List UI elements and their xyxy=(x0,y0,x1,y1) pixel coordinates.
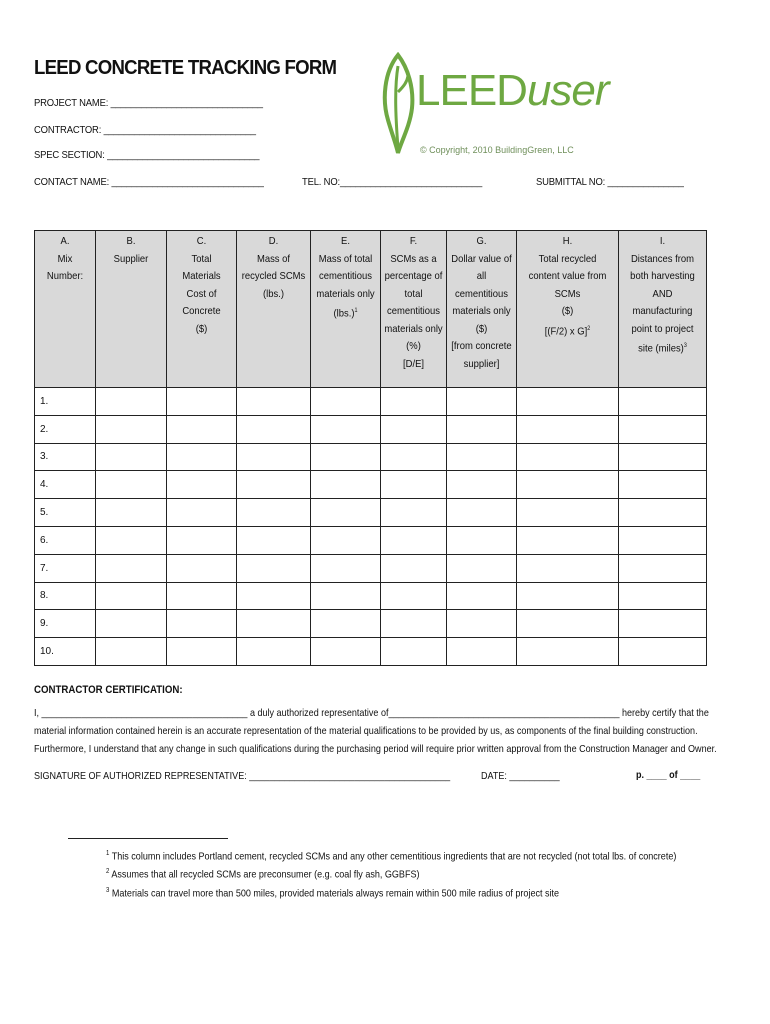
table-cell[interactable] xyxy=(381,471,447,499)
table-cell[interactable] xyxy=(619,526,707,554)
row-number: 10. xyxy=(35,638,96,666)
table-cell[interactable] xyxy=(311,499,381,527)
table-cell[interactable] xyxy=(619,582,707,610)
table-cell[interactable] xyxy=(619,638,707,666)
certification-title: CONTRACTOR CERTIFICATION: xyxy=(34,684,183,696)
column-header-a: A. Mix Number: xyxy=(35,231,96,388)
table-cell[interactable] xyxy=(167,471,237,499)
table-cell[interactable] xyxy=(447,388,517,416)
table-cell[interactable] xyxy=(517,638,619,666)
table-cell[interactable] xyxy=(96,443,167,471)
table-cell[interactable] xyxy=(96,554,167,582)
project-name-field[interactable]: PROJECT NAME: ______________________________ xyxy=(34,97,263,109)
table-cell[interactable] xyxy=(381,415,447,443)
signature-field[interactable]: SIGNATURE OF AUTHORIZED REPRESENTATIVE: ________________________________________ xyxy=(34,770,451,782)
table-cell[interactable] xyxy=(517,499,619,527)
table-cell[interactable] xyxy=(447,582,517,610)
table-cell[interactable] xyxy=(381,638,447,666)
table-cell[interactable] xyxy=(167,610,237,638)
logo-copyright: © Copyright, 2010 BuildingGreen, LLC xyxy=(420,145,574,155)
table-row xyxy=(35,554,707,582)
row-number: 2. xyxy=(35,415,96,443)
table-cell[interactable] xyxy=(381,526,447,554)
row-number: 5. xyxy=(35,499,96,527)
column-header-i: I. Distances from both harvesting AND manufacturing point to project site (miles)$^3$ xyxy=(619,231,707,388)
table-cell[interactable] xyxy=(96,415,167,443)
table-cell[interactable] xyxy=(167,554,237,582)
table-row xyxy=(35,443,707,471)
table-cell[interactable] xyxy=(447,610,517,638)
table-cell[interactable] xyxy=(167,415,237,443)
table-row xyxy=(35,638,707,666)
footnote-2: $^2$ Assumes that all recycled SCMs are preconsumer (e.g. coal fly ash, GGBFS) xyxy=(106,868,420,881)
table-row xyxy=(35,610,707,638)
table-row xyxy=(35,415,707,443)
table-cell[interactable] xyxy=(447,638,517,666)
footnote-1: $^1$ This column includes Portland cement, recycled SCMs and any other cementitious ingredients that are not recycled (not total lbs. of concrete) xyxy=(106,850,677,863)
table-cell[interactable] xyxy=(517,443,619,471)
table-cell[interactable] xyxy=(311,471,381,499)
table-cell[interactable] xyxy=(237,610,311,638)
table-cell[interactable] xyxy=(311,554,381,582)
table-cell[interactable] xyxy=(311,582,381,610)
leeduser-logo xyxy=(380,52,610,162)
footnote-divider xyxy=(68,838,228,839)
table-cell[interactable] xyxy=(311,610,381,638)
table-cell[interactable] xyxy=(619,554,707,582)
table-cell[interactable] xyxy=(311,443,381,471)
table-cell[interactable] xyxy=(447,415,517,443)
table-cell[interactable] xyxy=(237,526,311,554)
table-cell[interactable] xyxy=(237,499,311,527)
leaf-icon xyxy=(380,52,416,156)
tel-no-field[interactable]: TEL. NO:____________________________ xyxy=(302,176,483,188)
table-cell[interactable] xyxy=(619,388,707,416)
table-cell[interactable] xyxy=(311,638,381,666)
table-cell[interactable] xyxy=(619,443,707,471)
concrete-tracking-table xyxy=(34,230,707,666)
table-cell[interactable] xyxy=(381,582,447,610)
table-cell[interactable] xyxy=(517,471,619,499)
table-cell[interactable] xyxy=(517,388,619,416)
table-cell[interactable] xyxy=(619,415,707,443)
table-cell[interactable] xyxy=(311,415,381,443)
table-row xyxy=(35,526,707,554)
contact-name-field[interactable]: CONTACT NAME: ______________________________ xyxy=(34,176,264,188)
column-header-f: F. SCMs as a percentage of total cementitious materials only (%) [D/E] xyxy=(381,231,447,388)
table-cell[interactable] xyxy=(237,582,311,610)
table-cell[interactable] xyxy=(517,554,619,582)
contractor-field[interactable]: CONTRACTOR: ______________________________ xyxy=(34,124,256,136)
row-number: 1. xyxy=(35,388,96,416)
table-cell[interactable] xyxy=(237,471,311,499)
logo-text-user: user xyxy=(526,66,609,115)
certification-line-2: material information contained herein is an accurate representation of the material qualifications to be provided by us, as components of the final building construction. xyxy=(34,725,698,737)
table-cell[interactable] xyxy=(237,388,311,416)
table-cell[interactable] xyxy=(517,415,619,443)
column-header-e: E. Mass of total cementitious materials only $(lbs.)^1$ xyxy=(311,231,381,388)
table-cell[interactable] xyxy=(96,471,167,499)
table-cell[interactable] xyxy=(619,471,707,499)
table-cell[interactable] xyxy=(447,499,517,527)
row-number: 6. xyxy=(35,526,96,554)
table-row xyxy=(35,471,707,499)
table-cell[interactable] xyxy=(96,499,167,527)
table-cell[interactable] xyxy=(96,582,167,610)
table-cell[interactable] xyxy=(381,443,447,471)
table-cell[interactable] xyxy=(167,526,237,554)
table-cell[interactable] xyxy=(167,443,237,471)
certification-line-3: Furthermore, I understand that any change in such qualifications during the purchasing period will require prior written approval from the Construction Manager and Owner. xyxy=(34,743,717,755)
table-cell[interactable] xyxy=(381,388,447,416)
table-cell[interactable] xyxy=(167,388,237,416)
page-title: LEED CONCRETE TRACKING FORM xyxy=(34,57,337,79)
row-number: 4. xyxy=(35,471,96,499)
table-cell[interactable] xyxy=(96,526,167,554)
date-field[interactable]: DATE: __________ xyxy=(481,770,560,782)
table-cell[interactable] xyxy=(381,499,447,527)
table-cell[interactable] xyxy=(237,554,311,582)
column-header-d: D. Mass of recycled SCMs (lbs.) xyxy=(237,231,311,388)
table-cell[interactable] xyxy=(96,638,167,666)
table-row xyxy=(35,499,707,527)
table-row xyxy=(35,388,707,416)
column-header-c: C. Total Materials Cost of Concrete ($) xyxy=(167,231,237,388)
column-header-h: H. Total recycled content value from SCMs ($) [(F/2) x G]$^2$ xyxy=(517,231,619,388)
row-number: 7. xyxy=(35,554,96,582)
table-cell[interactable] xyxy=(237,638,311,666)
row-number: 8. xyxy=(35,582,96,610)
table-cell[interactable] xyxy=(619,610,707,638)
table-cell[interactable] xyxy=(619,499,707,527)
certification-line-1[interactable]: I, _________________________________________ a duly authorized representative of______________________________________________ hereby certify that the xyxy=(34,707,709,719)
table-cell[interactable] xyxy=(447,526,517,554)
table-cell[interactable] xyxy=(517,610,619,638)
logo-text-leed: LEED xyxy=(416,66,527,115)
table-cell[interactable] xyxy=(311,388,381,416)
table-cell[interactable] xyxy=(96,388,167,416)
spec-section-field[interactable]: SPEC SECTION: ______________________________ xyxy=(34,149,260,161)
table-cell[interactable] xyxy=(381,610,447,638)
page-number-field[interactable]: p. ____ of ____ xyxy=(636,769,701,781)
table-cell[interactable] xyxy=(237,415,311,443)
submittal-no-field[interactable]: SUBMITTAL NO: _______________ xyxy=(536,176,684,188)
table-cell[interactable] xyxy=(447,471,517,499)
column-header-g: G. Dollar value of all cementitious materials only ($) [from concrete supplier] xyxy=(447,231,517,388)
column-header-b: B. Supplier xyxy=(96,231,167,388)
table-cell[interactable] xyxy=(167,638,237,666)
table-cell[interactable] xyxy=(447,443,517,471)
table-header-row xyxy=(35,231,707,388)
table-cell[interactable] xyxy=(311,526,381,554)
row-number: 9. xyxy=(35,610,96,638)
table-cell[interactable] xyxy=(167,499,237,527)
table-cell[interactable] xyxy=(517,526,619,554)
table-cell[interactable] xyxy=(96,610,167,638)
table-cell[interactable] xyxy=(237,443,311,471)
table-cell[interactable] xyxy=(517,582,619,610)
row-number: 3. xyxy=(35,443,96,471)
table-cell[interactable] xyxy=(167,582,237,610)
footnote-3: $^3$ Materials can travel more than 500 miles, provided materials always remain within 500 mile radius of project site xyxy=(106,887,560,900)
table-row xyxy=(35,582,707,610)
table-cell[interactable] xyxy=(447,554,517,582)
table-cell[interactable] xyxy=(381,554,447,582)
